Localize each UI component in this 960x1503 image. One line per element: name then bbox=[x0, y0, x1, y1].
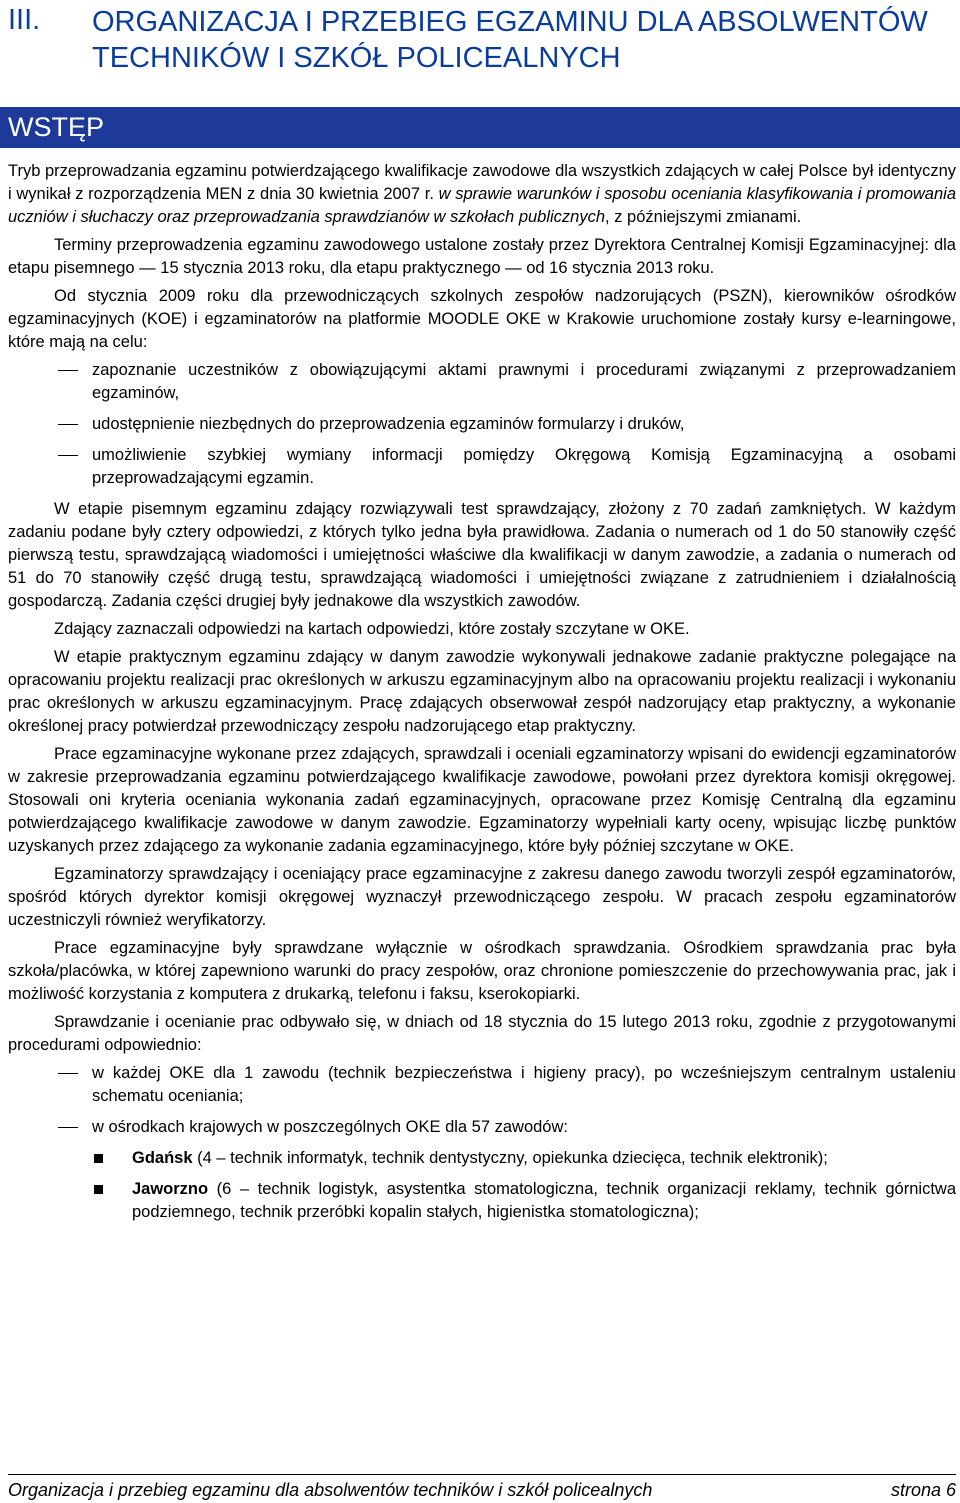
paragraph-sprawdzanie: Sprawdzanie i ocenianie prac odbywało się, w dniach od 18 stycznia do 15 lutego 2013 roku, zgodnie z przygotowanymi procedurami odpowiednio: bbox=[8, 1013, 956, 1054]
square-list-centers bbox=[8, 1147, 956, 1224]
section-heading-bar bbox=[0, 107, 960, 148]
list-item-text: w każdej OKE dla 1 zawodu (technik bezpieczeństwa i higieny pracy), po wcześniejszym centralnym ustaleniu schematu oceniania; bbox=[92, 1064, 956, 1105]
list-item-text: zapoznanie uczestników z obowiązującymi aktami prawnymi i procedurami związanymi z przeprowadzaniem egzaminów, bbox=[92, 361, 956, 402]
list-item bbox=[8, 1178, 956, 1224]
list-item-text: udostępnienie niezbędnych do przeprowadzenia egzaminów formularzy i druków, bbox=[92, 415, 685, 433]
dash-bullet-icon bbox=[58, 1127, 78, 1128]
dash-bullet-icon bbox=[58, 1073, 78, 1074]
intro-regulation-title: w sprawie warunków i sposobu oceniania klasyfikowania i promowania uczniów i słuchaczy oraz przeprowadzania sprawdzianów w szkołach publicznych bbox=[8, 185, 956, 226]
document-body bbox=[8, 160, 956, 1232]
center-details: (6 – technik logistyk, asystentka stomatologiczna, technik organizacji reklamy, technik górnictwa podziemnego, technik przeróbki kopalin stałych, higienistka stomatologiczna); bbox=[132, 1180, 956, 1221]
intro-tail: , z późniejszymi zmianami. bbox=[605, 208, 802, 226]
section-heading: WSTĘP bbox=[8, 112, 105, 142]
center-details: (4 – technik informatyk, technik dentystyczny, opiekunka dziecięca, technik elektronik); bbox=[192, 1149, 828, 1167]
page-footer bbox=[8, 1474, 956, 1501]
paragraph-prace: Prace egzaminacyjne wykonane przez zdających, sprawdzali i oceniali egzaminatorzy wpisani do ewidencji egzaminatorów w zakresie przeprowadzania egzaminu potwierdzającego kwalifikacje zawodowe, powołani przez dyrektora komisji okręgowej. Stosowali oni kryteria oceniania wykonania zadań egzaminacyjnych, opracowane przez Komisję Centralną dla egzaminu potwierdzającego kwalifikacje zawodowe w danym zawodzie. Egzaminatorzy wypełniali karty oceny, wpisując liczbę punktów uzyskanych przez zdającego za wykonanie zadania egzaminacyjnego, które były później szczytane w OKE. bbox=[8, 745, 956, 855]
dash-bullet-icon bbox=[58, 455, 78, 456]
intro-text: Tryb przeprowadzania egzaminu potwierdzającego kwalifikacje zawodowe dla wszystkich zdających w całej Polsce był identyczny i wynikał z rozporządzenia MEN z dnia 30 kwietnia 2007 r. bbox=[8, 162, 956, 203]
dash-list-goals bbox=[8, 359, 956, 490]
paragraph-karty: Zdający zaznaczali odpowiedzi na kartach odpowiedzi, które zostały szczytane w OKE. bbox=[54, 620, 690, 638]
dash-list-procedures bbox=[8, 1062, 956, 1139]
list-item bbox=[8, 1062, 956, 1108]
dash-bullet-icon bbox=[58, 424, 78, 425]
paragraph-egzaminatorzy: Egzaminatorzy sprawdzający i oceniający prace egzaminacyjne z zakresu danego zawodu tworzyli zespół egzaminatorów, spośród których dyrektor komisji okręgowej wyznaczył przewodniczącego zespołu. W pracach zespołu egzaminatorów uczestniczyli również weryfikatorzy. bbox=[8, 865, 956, 929]
paragraph-terminy: Terminy przeprowadzenia egzaminu zawodowego ustalone zostały przez Dyrektora Centralnej Komisji Egzaminacyjnej: dla etapu pisemnego — 15 stycznia 2013 roku, dla etapu praktycznego — od 16 stycznia 2013 roku. bbox=[8, 236, 956, 277]
footer-title: Organizacja i przebieg egzaminu dla absolwentów techników i szkół policealnych bbox=[8, 1480, 653, 1500]
list-item-text: umożliwienie szybkiej wymiany informacji pomiędzy Okręgową Komisją Egzaminacyjną a osobami przeprowadzającymi egzamin. bbox=[92, 446, 956, 487]
center-city: Jaworzno bbox=[132, 1180, 209, 1198]
chapter-number: III. bbox=[8, 4, 41, 36]
dash-bullet-icon bbox=[58, 370, 78, 371]
list-item bbox=[8, 359, 956, 405]
paragraph-pisemny: W etapie pisemnym egzaminu zdający rozwiązywali test sprawdzający, złożony z 70 zadań zamkniętych. W każdym zadaniu podane były cztery odpowiedzi, z których tylko jedna była prawidłowa. Zadania o numerach od 1 do 50 stanowiły część pierwszą testu, sprawdzającą wiadomości i umiejętności właściwe dla kwalifikacji w danym zawodzie, a zadania o numerach od 51 do 70 stanowiły część drugą testu, sprawdzającą wiadomości i umiejętności związane z zatrudnieniem i działalnością gospodarczą. Zadania części drugiej były jednakowe dla wszystkich zawodów. bbox=[8, 500, 956, 610]
intro-paragraph bbox=[8, 160, 956, 229]
paragraph-moodle: Od stycznia 2009 roku dla przewodniczących szkolnych zespołów nadzorujących (PSZN), kierowników ośrodków egzaminacyjnych (KOE) i egzaminatorów na platformie MOODLE OKE w Krakowie uruchomione zostały kursy e-learningowe, które mają na celu: bbox=[8, 287, 956, 351]
paragraph-praktyczny: W etapie praktycznym egzaminu zdający w danym zawodzie wykonywali jednakowe zadanie praktyczne polegające na opracowaniu projektu realizacji prac określonych w arkuszu egzaminacyjnym albo na opracowaniu projektu realizacji i wykonaniu prac określonych w arkuszu egzaminacyjnym. Pracę zdających obserwował zespół nadzorujący etap praktyczny, a wykonanie określonej pracy potwierdzał przewodniczący zespołu nadzorującego etap praktyczny. bbox=[8, 648, 956, 735]
square-bullet-icon bbox=[94, 1185, 103, 1194]
paragraph-osrodki: Prace egzaminacyjne były sprawdzane wyłącznie w ośrodkach sprawdzania. Ośrodkiem sprawdzania prac była szkoła/placówka, w której zapewniono warunki do pracy zespołów, oraz chronione pomieszczenie do przechowywania prac, jak i możliwość korzystania z komputera z drukarką, telefonu i faksu, kserokopiarki. bbox=[8, 939, 956, 1003]
list-item-text: w ośrodkach krajowych w poszczególnych OKE dla 57 zawodów: bbox=[92, 1118, 568, 1136]
list-item bbox=[8, 444, 956, 490]
center-city: Gdańsk bbox=[132, 1149, 193, 1167]
page-number: strona 6 bbox=[890, 1480, 956, 1500]
list-item bbox=[8, 1147, 956, 1170]
chapter-title: ORGANIZACJA I PRZEBIEG EGZAMINU DLA ABSOLWENTÓW TECHNIKÓW I SZKÓŁ POLICEALNYCH bbox=[92, 6, 928, 74]
square-bullet-icon bbox=[94, 1154, 103, 1163]
list-item bbox=[8, 1116, 956, 1139]
list-item bbox=[8, 413, 956, 436]
